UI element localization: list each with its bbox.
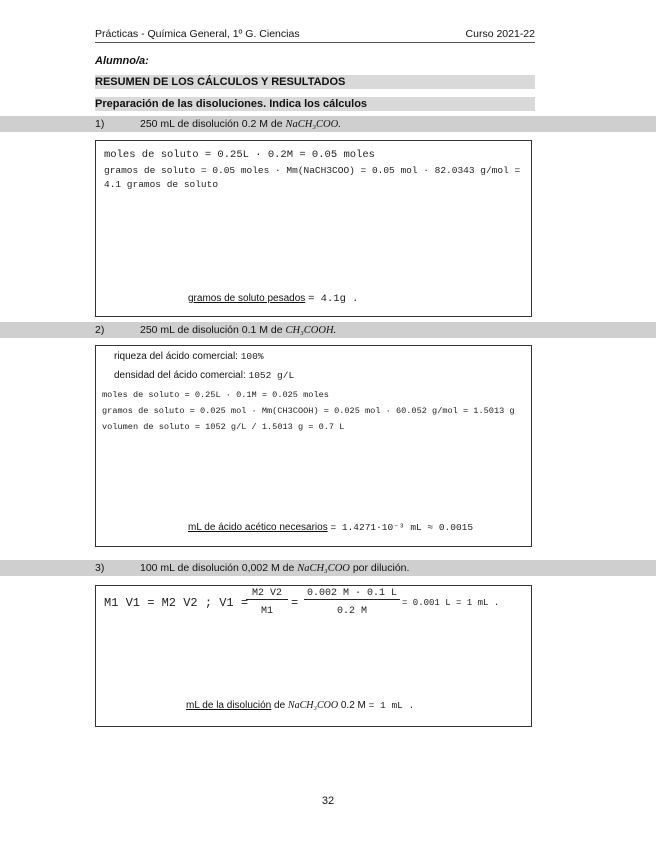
item-3-number: 3) — [95, 562, 105, 574]
item-2-answer-box — [95, 345, 532, 547]
item-1-work-line-3: 4.1 gramos de soluto — [104, 179, 219, 190]
header-academic-year: Curso 2021-22 — [465, 28, 535, 40]
item-3-result-mid: de — [274, 700, 286, 711]
item-2-work-line-2: gramos de soluto = 0.025 mol · Mm(CH3COOH) = 0.025 mol · 60.052 g/mol = 1.5013 g — [102, 406, 515, 416]
item-3-answer-box — [95, 585, 532, 727]
item-3-frac1-denominator: M1 — [260, 606, 273, 617]
item-3-band — [0, 560, 656, 576]
item-2-desc-text: 250 mL de disolución 0.1 M de — [140, 324, 283, 336]
page-number: 32 — [321, 795, 335, 807]
item-1-work-line-2: gramos de soluto = 0.05 moles · Mm(NaCH3COO) = 0.05 mol · 82.0343 g/mol = — [104, 165, 521, 176]
item-3-description — [140, 562, 409, 574]
item-3-result — [186, 700, 414, 711]
item-2-band — [0, 322, 656, 338]
item-3-result-label: mL de la disolución — [186, 700, 272, 711]
student-label: Alumno/a: — [95, 55, 149, 67]
item-2-result-value: = 1.4271·10⁻³ mL ≈ 0.0015 — [330, 522, 474, 533]
header-course-title: Prácticas - Química General, 1º G. Ciencias — [95, 28, 300, 40]
item-1-number: 1) — [95, 118, 105, 130]
item-3-frac2-denominator: 0.2 M — [336, 606, 367, 617]
item-2-densidad — [114, 370, 294, 381]
item-1-band — [0, 116, 656, 132]
item-3-equals: = — [291, 596, 299, 610]
item-2-result-label: mL de ácido acético necesarios — [188, 522, 328, 533]
item-3-result-suffix: 0.2 M — [340, 700, 366, 711]
item-1-result — [188, 293, 359, 305]
item-1-result-value: = 4.1g . — [308, 293, 359, 305]
item-2-result — [188, 522, 473, 533]
item-2-densidad-value: 1052 g/L — [248, 370, 295, 381]
item-3-result-value: = 1 mL . — [368, 700, 415, 711]
subsection-title: Preparación de las disoluciones. Indica los cálculos — [95, 97, 535, 111]
item-1-answer-box — [95, 140, 532, 317]
item-1-work-line-1: moles de soluto = 0.25L · 0.2M = 0.05 moles — [104, 149, 375, 161]
item-2-work-line-3: volumen de soluto = 1052 g/L / 1.5013 g = 0.7 L — [102, 422, 345, 432]
item-2-densidad-label: densidad del ácido comercial: — [114, 370, 246, 381]
item-2-riqueza-label: riqueza del ácido comercial: — [114, 351, 238, 362]
item-3-frac1-numerator: M2 V2 — [246, 588, 288, 600]
item-3-desc-suffix: por dilución. — [352, 562, 410, 574]
item-1-result-label: gramos de soluto pesados — [188, 293, 306, 304]
section-title: RESUMEN DE LOS CÁLCULOS Y RESULTADOS — [95, 75, 535, 89]
item-2-description — [140, 324, 336, 336]
item-2-riqueza — [114, 351, 264, 362]
item-2-work-line-1: moles de soluto = 0.25L · 0.1M = 0.025 moles — [102, 390, 329, 400]
item-1-formula: NaCH₃COO. — [285, 119, 341, 130]
item-1-desc-text: 250 mL de disolución 0.2 M de — [140, 118, 283, 130]
item-2-riqueza-value: 100% — [240, 351, 264, 362]
item-3-formula: NaCH₃COO — [297, 563, 350, 574]
item-3-work-right: = 0.001 L = 1 mL . — [402, 598, 500, 608]
item-3-frac2-numerator: 0.002 M · 0.1 L — [304, 588, 400, 600]
item-3-desc-text: 100 mL de disolución 0,002 M de — [140, 562, 295, 574]
item-3-result-formula: NaCH₃COO — [287, 700, 339, 711]
item-2-number: 2) — [95, 324, 105, 336]
page-header — [95, 28, 535, 43]
item-1-description — [140, 118, 341, 130]
item-3-work-left: M1 V1 = M2 V2 ; V1 = — [104, 596, 249, 610]
item-2-formula: CH₃COOH. — [285, 325, 337, 336]
